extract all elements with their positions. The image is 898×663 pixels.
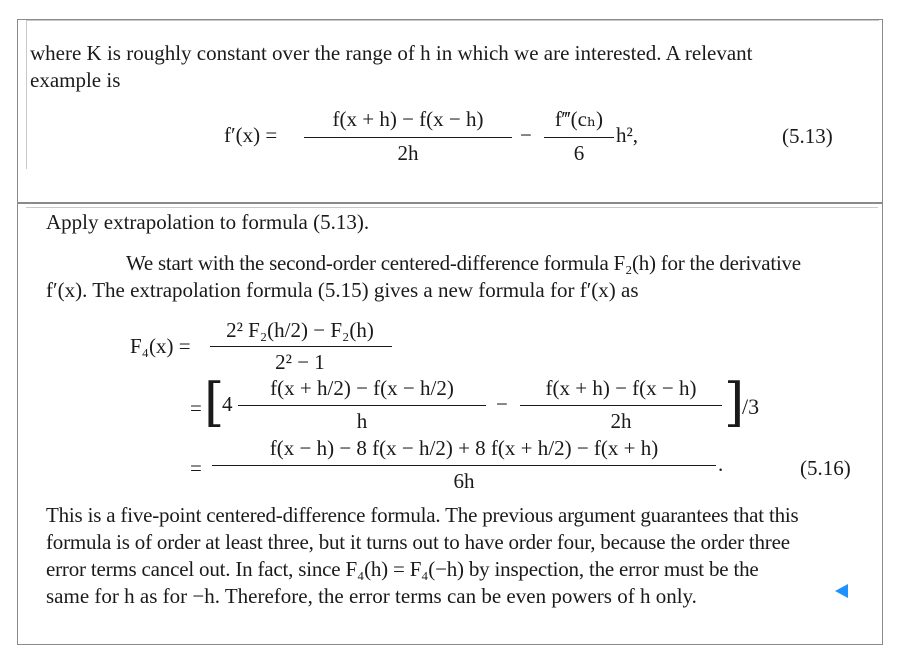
equation-equals: =: [190, 396, 202, 420]
equation-tail: h²,: [616, 123, 639, 147]
equation-number: (5.13): [782, 124, 833, 148]
paragraph-line-1: We start with the second-order centered-difference formula F₂(h) for the derivative: [126, 251, 801, 275]
equation-denominator: h: [356, 409, 368, 433]
paragraph-line-1: This is a five-point centered-difference formula. The previous argument guarantees that this: [46, 503, 799, 527]
equation-denominator-2: 6: [573, 141, 585, 165]
fraction-bar-2: [520, 405, 722, 406]
equation-denominator-2: 2h: [610, 409, 632, 433]
equation-minus: −: [520, 123, 532, 147]
equation-lhs: F₄(x) =: [130, 334, 191, 358]
equation-minus: −: [496, 392, 508, 416]
panel-divider: [26, 207, 878, 208]
end-of-example-marker-icon: [835, 584, 848, 598]
equation-period: .: [718, 452, 724, 476]
fraction-bar: [238, 405, 486, 406]
paragraph-line-2: example is: [30, 68, 121, 92]
paragraph-line-1: where K is roughly constant over the range of h in which we are interested. A relevant: [30, 41, 753, 65]
fraction-bar-2: [544, 137, 614, 138]
equation-numerator: f(x + h/2) − f(x − h/2): [270, 376, 454, 400]
equation-denominator: 6h: [453, 469, 475, 493]
equation-number: (5.16): [800, 456, 851, 480]
equation-denominator: 2h: [397, 141, 419, 165]
equation-denominator: 2² − 1: [275, 350, 325, 374]
equation-numerator: f(x − h) − 8 f(x − h/2) + 8 f(x + h/2) − f(x + h): [269, 436, 659, 460]
fraction-bar: [304, 137, 512, 138]
equation-lhs: f′(x) =: [224, 123, 278, 147]
equation-divisor: /3: [742, 394, 760, 419]
example-heading: Apply extrapolation to formula (5.13).: [46, 210, 370, 234]
fraction-bar: [210, 346, 392, 347]
equation-coefficient: 4: [222, 392, 233, 416]
paragraph-line-4: same for h as for −h. Therefore, the error terms can be even powers of h only.: [46, 584, 697, 608]
equation-numerator: f(x + h) − f(x − h): [332, 107, 484, 131]
fraction-bar: [212, 465, 716, 466]
paragraph-line-2: formula is of order at least three, but it turns out to have order four, because the order three: [46, 530, 790, 554]
paragraph-line-2: f′(x). The extrapolation formula (5.15) gives a new formula for f′(x) as: [46, 278, 639, 302]
equation-numerator-2: f‴(cₕ): [554, 107, 604, 131]
equation-equals: =: [190, 456, 202, 480]
left-bracket: [: [204, 373, 225, 433]
paragraph-line-3: error terms cancel out. In fact, since F₄(h) = F₄(−h) by inspection, the error must be the: [46, 557, 759, 581]
right-bracket: ]: [724, 373, 745, 433]
equation-numerator: 2² F₂(h/2) − F₂(h): [226, 318, 374, 342]
equation-numerator-2: f(x + h) − f(x − h): [545, 376, 697, 400]
